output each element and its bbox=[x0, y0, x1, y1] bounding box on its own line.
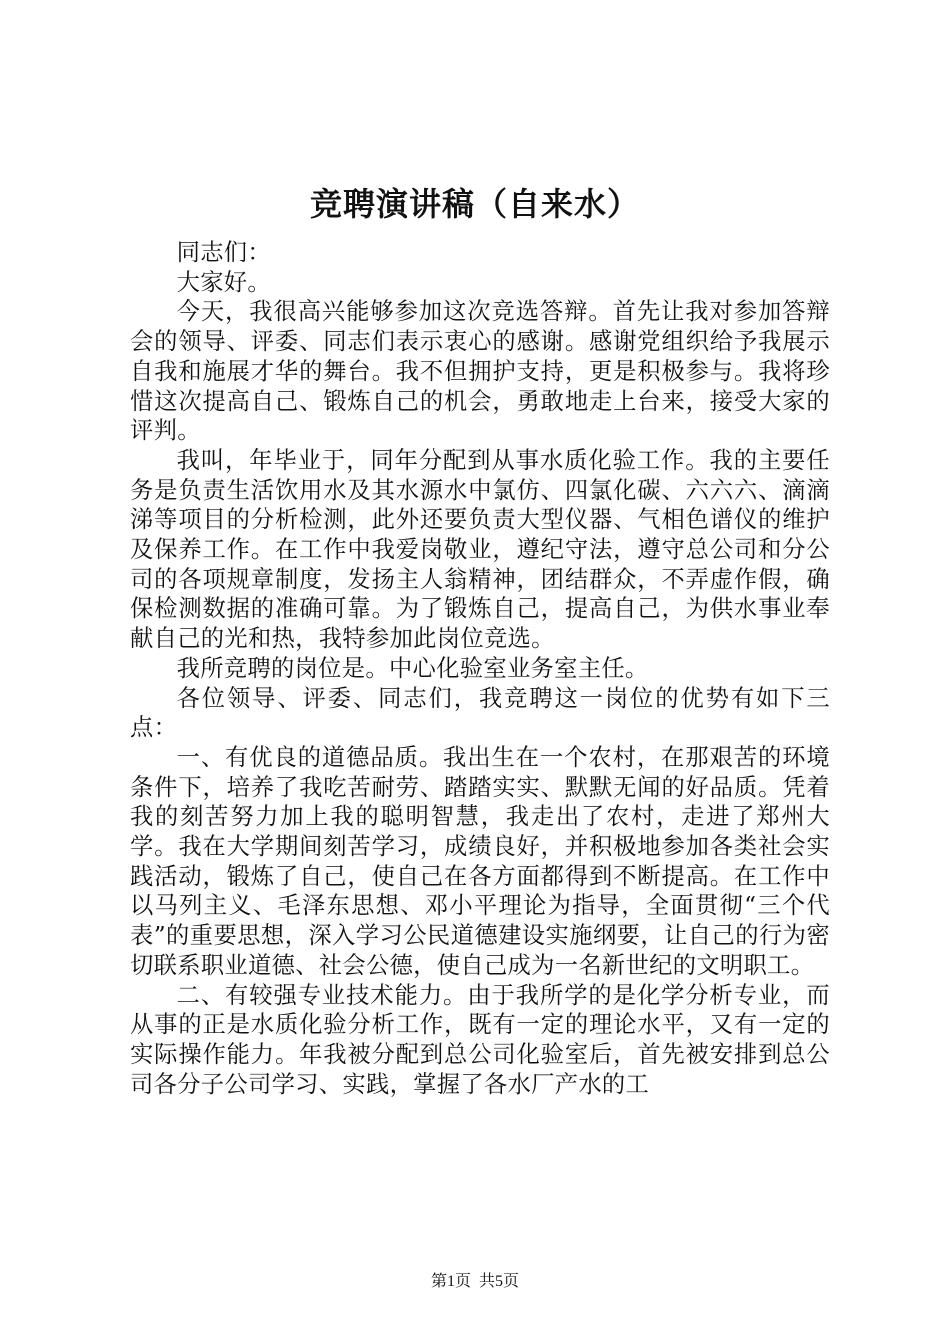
paragraph-advantages: 各位领导、评委、同志们，我竞聘这一岗位的优势有如下三点： bbox=[130, 684, 830, 742]
paragraph-greeting: 同志们： bbox=[176, 239, 271, 266]
paragraph-point-two: 二、有较强专业技术能力。由于我所学的是化学分析专业，而从事的正是水质化验分析工作，既有一定的理论水平，又有一定的实际操作能力。年我被分配到总公司化验室后，首先被安排到总公司各分子公司学习、实践，掌握了各水厂产水的工 bbox=[130, 981, 830, 1098]
page-footer bbox=[0, 1272, 950, 1292]
document-body bbox=[130, 238, 830, 1099]
paragraph-hello: 大家好。 bbox=[176, 268, 271, 296]
paragraph-background: 我叫，年毕业于，同年分配到从事水质化验工作。我的主要任务是负责生活饮用水及其水源水中氯仿、四氯化碳、六六六、滴滴涕等项目的分析检测，此外还要负责大型仪器、气相色谱仪的维护及保养工作。在工作中我爱岗敬业，遵纪守法，遵守总公司和分公司的各项规章制度，发扬主人翁精神，团结群众，不弄虚作假，确保检测数据的准确可靠。为了锻炼自己，提高自己，为供水事业奉献自己的光和热，我特参加此岗位竞选。 bbox=[130, 446, 830, 653]
paragraph-intro: 今天，我很高兴能够参加这次竞选答辩。首先让我对参加答辩会的领导、评委、同志们表示衷心的感谢。感谢党组织给予我展示自我和施展才华的舞台。我不但拥护支持，更是积极参与。我将珍惜这次提高自己、锻炼自己的机会，勇敢地走上台来，接受大家的评判。 bbox=[130, 298, 830, 445]
page-number: 第1页 bbox=[430, 1273, 471, 1290]
document-title: 竞聘演讲稿（自来水） bbox=[309, 185, 640, 223]
paragraph-point-one: 一、有优良的道德品质。我出生在一个农村，在那艰苦的环境条件下，培养了我吃苦耐劳、踏踏实实、默默无闻的好品质。凭着我的刻苦努力加上我的聪明智慧，我走出了农村，走进了郑州大学。我在大学期间刻苦学习，成绩良好，并积极地参加各类社会实践活动，锻炼了自己，使自己在各方面都得到不断提高。在工作中以马列主义、毛泽东思想、邓小平理论为指导，全面贯彻“三个代表”的重要思想，深入学习公民道德建设实施纲要，让自己的行为密切联系职业道德、社会公德，使自己成为一名新世纪的文明职工。 bbox=[130, 743, 830, 979]
page-total: 共5页 bbox=[479, 1273, 520, 1290]
paragraph-position: 我所竞聘的岗位是。中心化验室业务室主任。 bbox=[176, 654, 649, 682]
